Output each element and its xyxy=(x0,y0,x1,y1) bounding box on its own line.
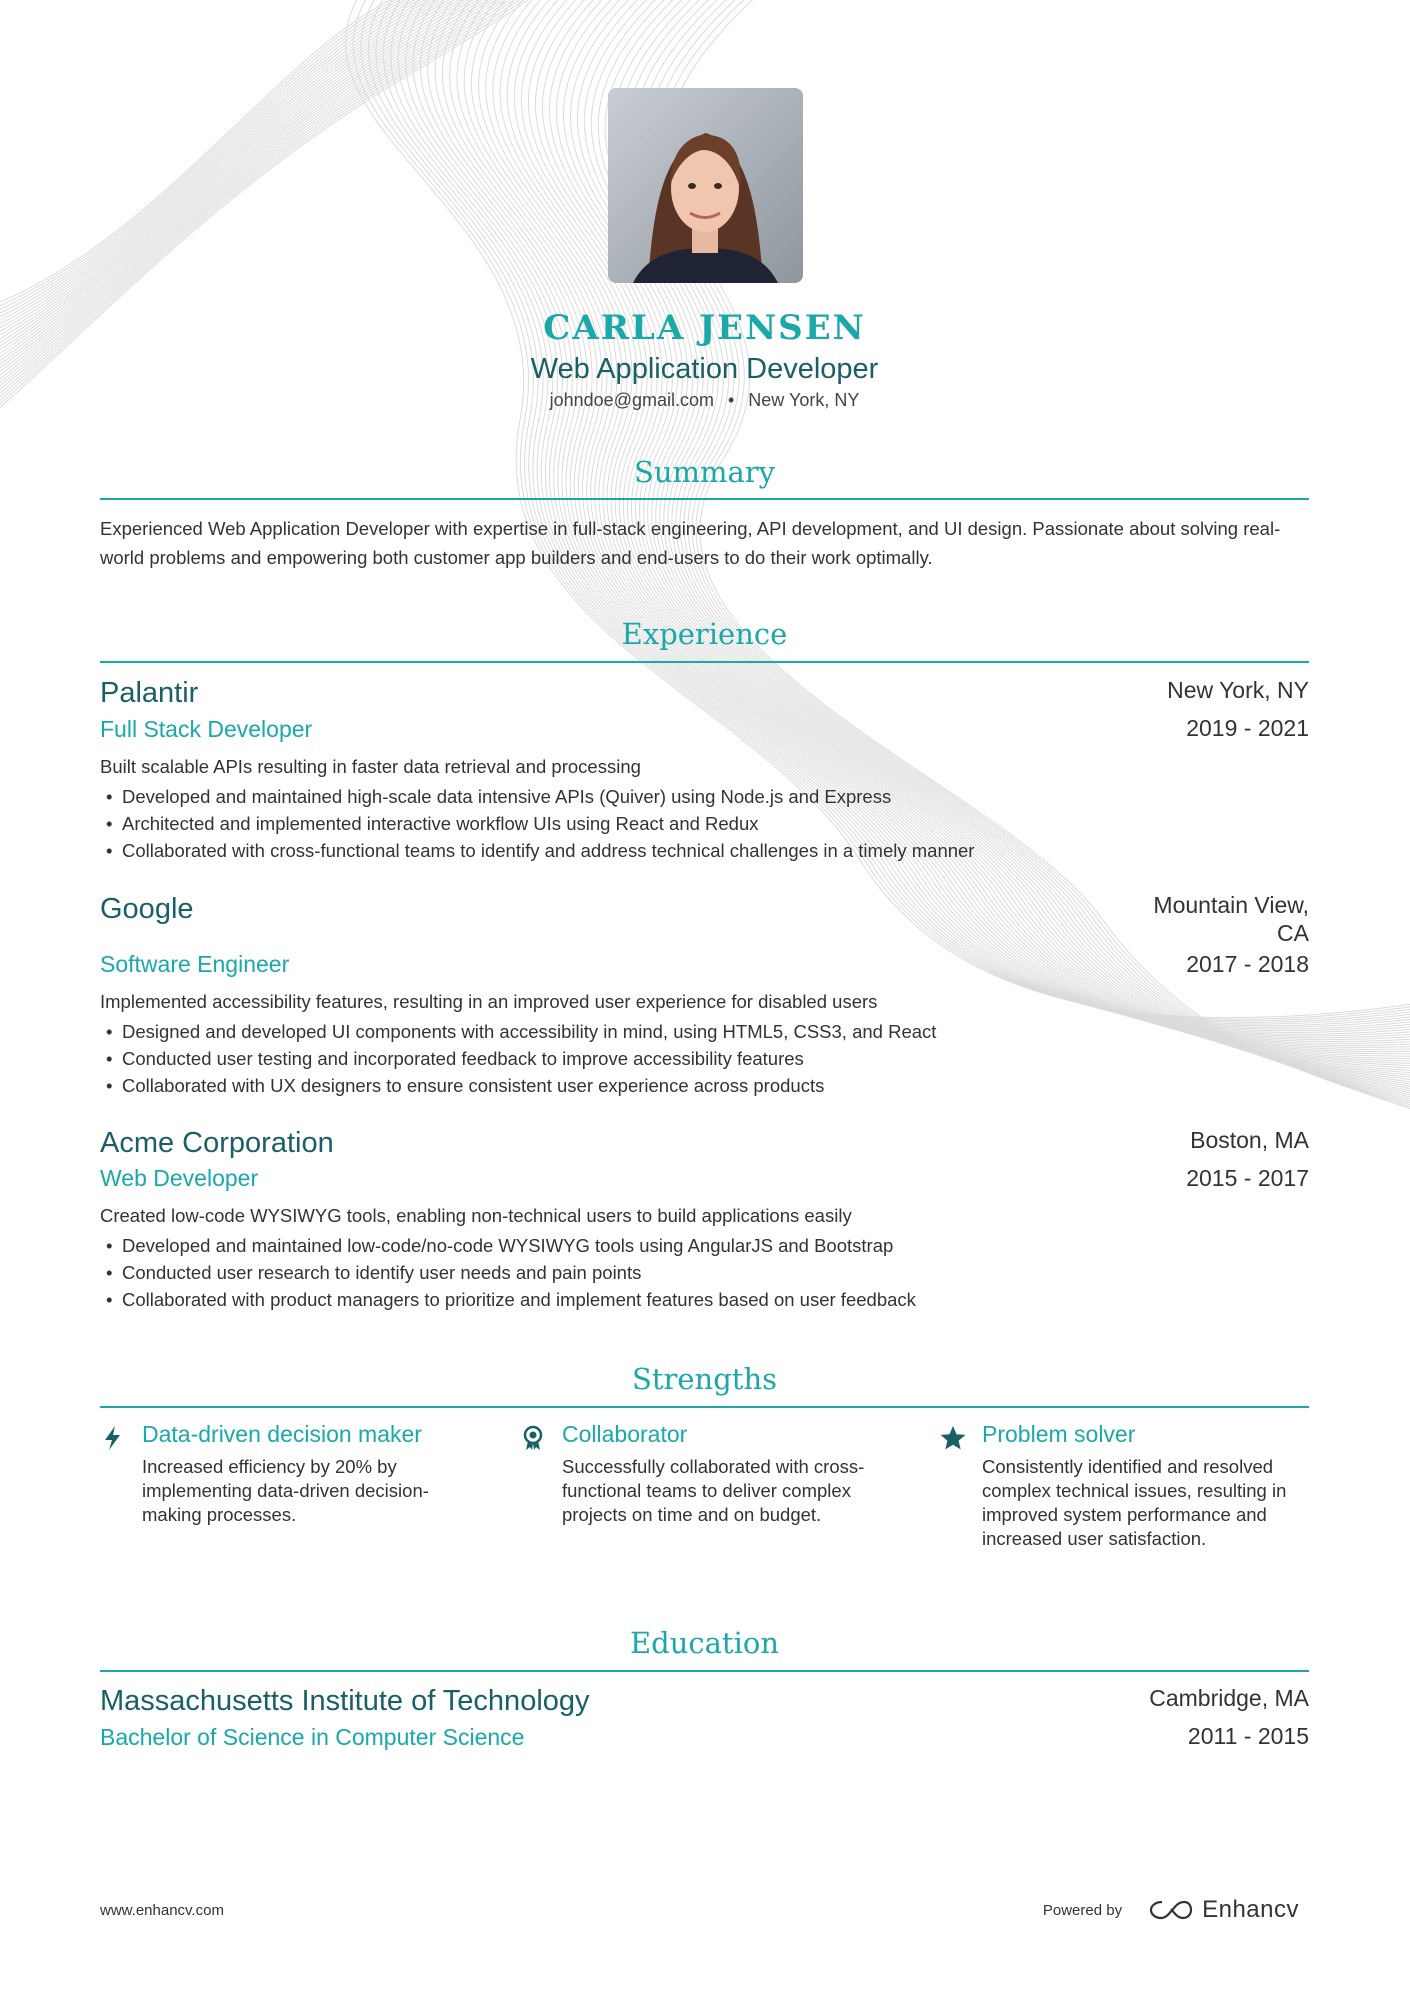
job-summary: Created low-code WYSIWYG tools, enabling non-technical users to build applications easily xyxy=(100,1205,852,1226)
list-item: • Developed and maintained high-scale data intensive APIs (Quiver) using Node.js and Express xyxy=(100,783,974,810)
list-item: • Collaborated with UX designers to ensure consistent user experience across products xyxy=(100,1072,936,1099)
candidate-role: Web Application Developer xyxy=(530,353,879,385)
job-company: Palantir xyxy=(100,677,199,709)
job-location-line: CA xyxy=(1277,920,1309,946)
list-item: • Collaborated with product managers to prioritize and implement features based on user feedback xyxy=(100,1286,916,1313)
award-icon xyxy=(520,1425,546,1451)
job-company: Google xyxy=(100,893,194,925)
star-icon xyxy=(940,1425,966,1451)
job-company: Acme Corporation xyxy=(100,1127,334,1159)
footer-branding xyxy=(1043,1896,1299,1924)
education-school: Massachusetts Institute of Technology xyxy=(100,1685,590,1717)
job-title: Web Developer xyxy=(100,1165,259,1191)
list-item: • Architected and implemented interactive workflow UIs using React and Redux xyxy=(100,810,974,837)
strength-title: Data-driven decision maker xyxy=(142,1421,422,1447)
experience-heading: Experience xyxy=(621,617,788,651)
job-dates: 2015 - 2017 xyxy=(1186,1165,1309,1191)
job-location-line: Mountain View, xyxy=(1153,892,1309,918)
summary-heading: Summary xyxy=(633,455,776,489)
list-item: • Collaborated with cross-functional teams to identify and address technical challenges in a timely manner xyxy=(100,837,974,864)
contact-line xyxy=(100,390,1309,411)
brand-name: Enhancv xyxy=(1202,1896,1299,1923)
footer-website[interactable]: www.enhancv.com xyxy=(100,1902,224,1919)
job-summary: Built scalable APIs resulting in faster data retrieval and processing xyxy=(100,756,641,777)
lightning-icon xyxy=(100,1425,126,1451)
strength-description: Increased efficiency by 20% by implementing data-driven decision-making processes. xyxy=(142,1456,429,1525)
job-bullets xyxy=(100,1018,936,1099)
summary-divider xyxy=(100,498,1309,500)
education-location: Cambridge, MA xyxy=(1149,1685,1309,1711)
contact-separator: • xyxy=(727,390,735,410)
summary-text: Experienced Web Application Developer with expertise in full-stack engineering, API development, and UI design. Passionate about solving real-world problems and empowering both customer app builders and end-users to do their work optimally. xyxy=(100,518,1281,568)
list-item: • Developed and maintained low-code/no-code WYSIWYG tools using AngularJS and Bootstrap xyxy=(100,1232,916,1259)
education-dates: 2011 - 2015 xyxy=(1187,1723,1309,1749)
powered-by-label: Powered by xyxy=(1042,1901,1123,1919)
job-title: Full Stack Developer xyxy=(100,716,313,742)
job-summary: Implemented accessibility features, resulting in an improved user experience for disabled users xyxy=(100,991,878,1012)
job-location: Boston, MA xyxy=(1190,1127,1309,1153)
strength-description: Consistently identified and resolved complex technical issues, resulting in improved system performance and increased user satisfaction. xyxy=(982,1456,1287,1549)
education-heading: Education xyxy=(629,1626,779,1660)
education-divider xyxy=(100,1670,1309,1672)
job-bullets xyxy=(100,783,974,864)
list-item: • Conducted user research to identify user needs and pain points xyxy=(100,1259,916,1286)
strength-description: Successfully collaborated with cross-functional teams to deliver complex projects on time and on budget. xyxy=(562,1456,865,1525)
job-location xyxy=(1153,891,1309,947)
job-bullets xyxy=(100,1232,916,1313)
strengths-heading: Strengths xyxy=(632,1362,777,1396)
email-text[interactable]: johndoe@gmail.com xyxy=(549,390,714,410)
location-text: New York, NY xyxy=(748,390,860,410)
strength-title: Collaborator xyxy=(562,1421,688,1447)
job-location: New York, NY xyxy=(1167,677,1309,703)
list-item: • Conducted user testing and incorporated feedback to improve accessibility features xyxy=(100,1045,936,1072)
experience-divider xyxy=(100,661,1309,663)
resume-page xyxy=(100,0,1309,1995)
enhancv-logo-icon xyxy=(1148,1898,1194,1922)
list-item: • Designed and developed UI components with accessibility in mind, using HTML5, CSS3, and React xyxy=(100,1018,936,1045)
job-dates: 2017 - 2018 xyxy=(1186,951,1309,977)
strength-title: Problem solver xyxy=(982,1421,1136,1447)
job-dates: 2019 - 2021 xyxy=(1186,715,1309,741)
profile-photo xyxy=(608,88,803,283)
strengths-divider xyxy=(100,1406,1309,1408)
education-degree: Bachelor of Science in Computer Science xyxy=(100,1724,525,1750)
candidate-name: CARLA JENSEN xyxy=(543,308,866,348)
job-title: Software Engineer xyxy=(100,951,290,977)
